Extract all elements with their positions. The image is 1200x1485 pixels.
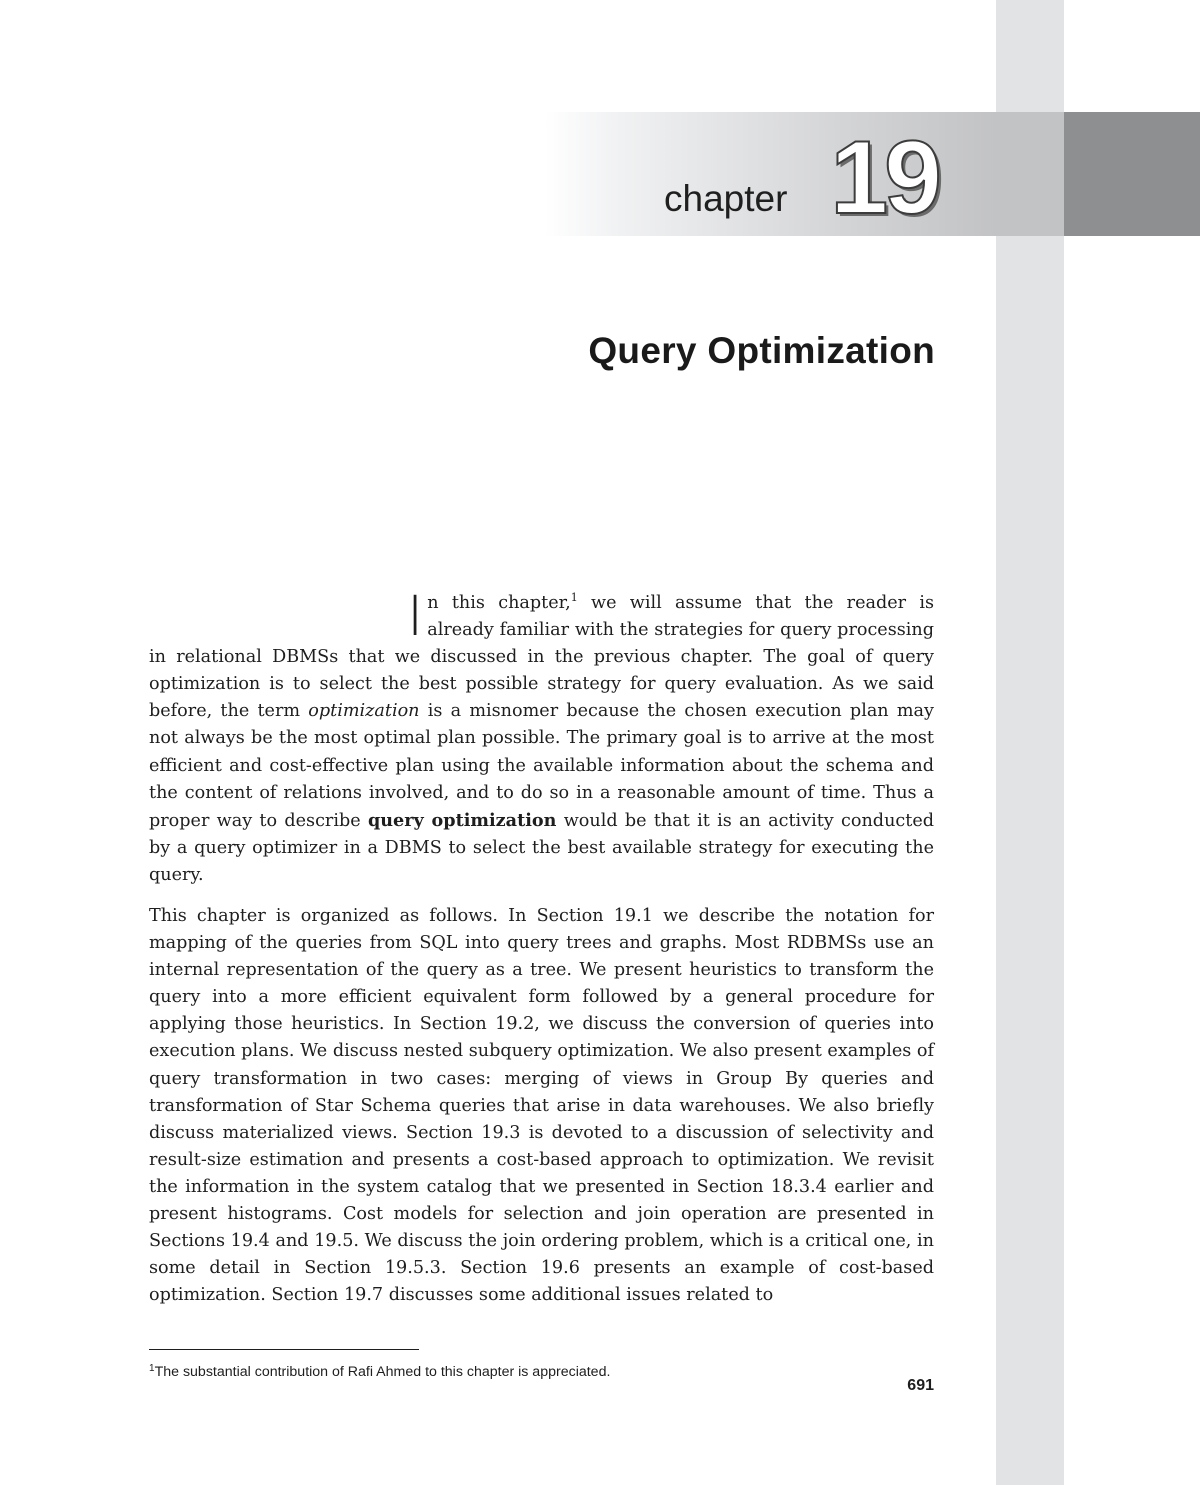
intro-italic-term: optimization <box>308 701 420 722</box>
chapter-header-tab <box>1064 112 1200 236</box>
page-number: 691 <box>907 1377 934 1394</box>
intro-bold-term: query optimization <box>367 809 557 831</box>
footnote-divider <box>149 1349 419 1350</box>
chapter-title: Query Optimization <box>588 330 935 371</box>
chapter-label: chapter <box>664 178 788 219</box>
intro-text-1: n this chapter, <box>427 593 571 613</box>
organization-paragraph: This chapter is organized as follows. In Section 19.1 we describe the notation for mapping of the queries from SQL into query trees and graphs. Most RDBMSs use an internal representation of the query as a tree. We present heuristics to transform the query into a more efficient equivalent form followed by a general procedure for applying those heuristics. In Section 19.2, we discuss the conversion of queries into execution plans. We discuss nested subquery optimization. We also present examples of query transformation in two cases: merging of views in Group By queries and transformation of Star Schema queries that arise in data warehouses. We also briefly discuss materialized views. Section 19.3 is devoted to a discussion of selectivity and result-size estimation and presents a cost-based approach to optimization. We revisit the information in the system catalog that we presented in Section 18.3.4 earlier and present histograms. Cost models for selection and join operation are presented in Sections 19.4 and 19.5. We discuss the join ordering problem, which is a critical one, in some detail in Section 19.5.3. Section 19.6 presents an example of cost-based optimization. Section 19.7 discusses some additional issues related to <box>149 906 934 1306</box>
intro-text-2: we will assume that the reader is already familiar with the strategies for query processing in relational DBMSs that we discussed in the previous chapter. The goal of query optimization is to select the best possible strategy for query evaluation. As we said before, the term <box>149 593 935 722</box>
intro-paragraph <box>149 584 935 889</box>
chapter-number: 19 <box>830 120 938 236</box>
footnote-marker: 1 <box>149 1363 155 1374</box>
intro-text-3: is a misnomer because the chosen execution plan may not always be the most optimal plan possible. The primary goal is to arrive at the most efficient and cost-effective plan using the available information about the schema and the content of relations involved, and to do so in a reasonable amount of time. Thus a proper way to describe <box>149 701 934 831</box>
footnote-reference: 1 <box>570 591 578 604</box>
footnote-text: The substantial contribution of Rafi Ahmed to this chapter is appreciated. <box>154 1364 611 1380</box>
drop-cap: I <box>407 584 424 648</box>
footnote <box>149 1364 610 1380</box>
intro-text-4: would be that it is an activity conducted by a query optimizer in a DBMS to select the best available strategy for executing the query. <box>149 810 935 885</box>
